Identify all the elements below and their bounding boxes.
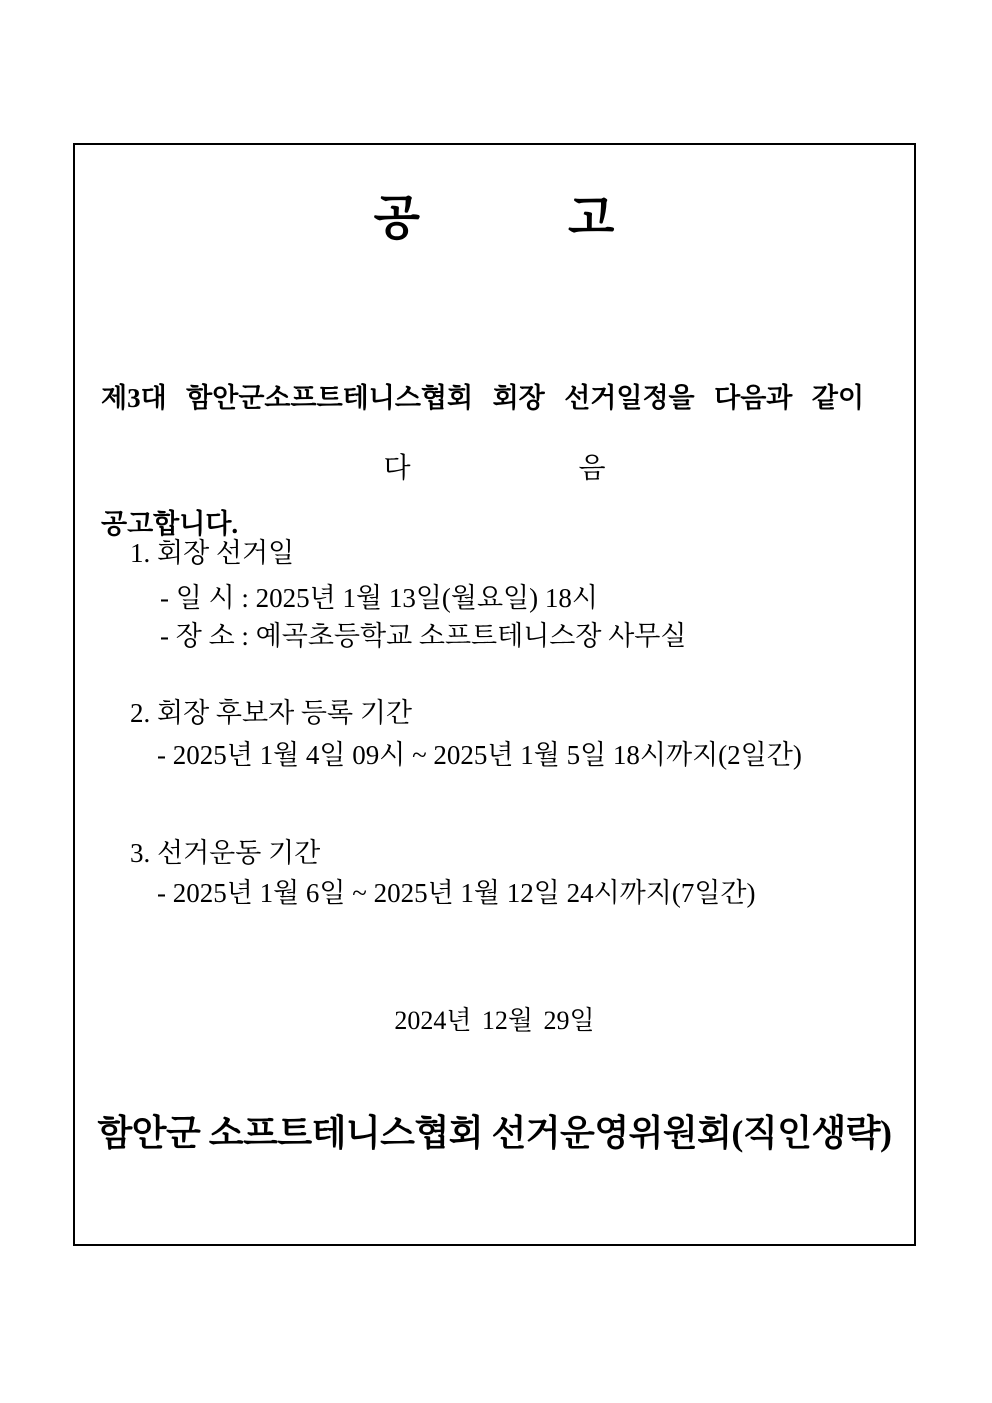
section-2-heading: 2. 회장 후보자 등록 기간 bbox=[130, 698, 412, 728]
section-1-item-datetime: - 일 시 : 2025년 1월 13일(월요일) 18시 bbox=[160, 583, 598, 613]
notice-border-frame bbox=[73, 143, 916, 1246]
notice-title: 공 고 bbox=[373, 192, 616, 245]
notice-subtitle-daeum: 다 음 bbox=[383, 453, 606, 484]
section-1-item-location: - 장 소 : 예곡초등학교 소프트테니스장 사무실 bbox=[160, 621, 687, 651]
notice-intro-line2: 공고합니다. bbox=[101, 509, 239, 539]
section-1-heading: 1. 회장 선거일 bbox=[130, 538, 295, 568]
notice-issuer: 함안군 소프트테니스협회 선거운영위원회(직인생략) bbox=[97, 1113, 892, 1153]
notice-date: 2024년 12월 29일 bbox=[394, 1006, 595, 1035]
notice-intro-line1: 제3대 함안군소프트테니스협회 회장 선거일정을 다음과 같이 bbox=[101, 383, 865, 413]
section-2-item-period: - 2025년 1월 4일 09시 ~ 2025년 1월 5일 18시까지(2일간) bbox=[157, 740, 802, 770]
section-3-heading: 3. 선거운동 기간 bbox=[130, 838, 321, 868]
section-3-item-period: - 2025년 1월 6일 ~ 2025년 1월 12일 24시까지(7일간) bbox=[157, 878, 756, 908]
